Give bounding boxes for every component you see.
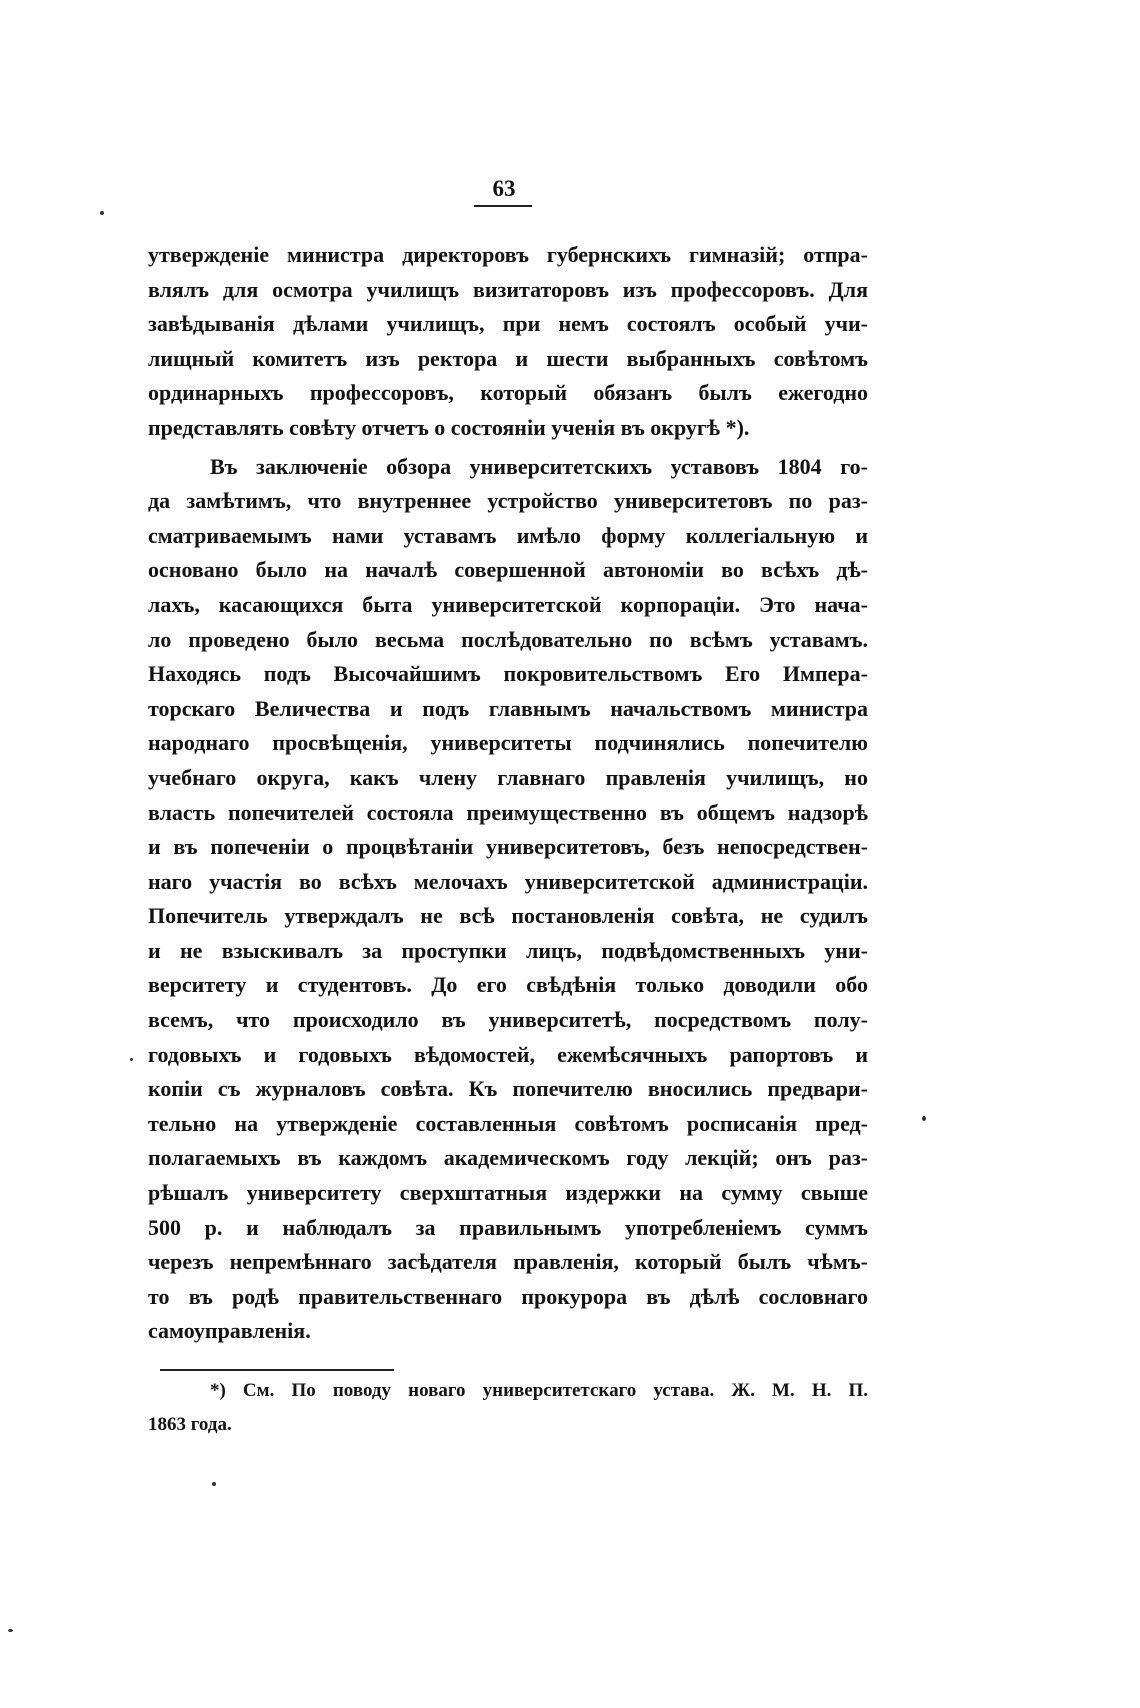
text-line: наго участія во всѣхъ мелочахъ университетской администраціи. [148, 868, 868, 894]
text-line: учебнаго округа, какъ члену главнаго правленія училищъ, но [148, 764, 868, 790]
text-line: черезъ непремѣннаго засѣдателя правленія, который былъ чѣмъ- [148, 1249, 868, 1275]
text-line: завѣдыванія дѣлами училищъ, при немъ состоялъ особый учи- [148, 311, 868, 337]
text-line: лахъ, касающихся быта университетской корпораціи. Это нача- [148, 591, 868, 617]
text-line: основано было на началѣ совершенной автономіи во всѣхъ дѣ- [148, 557, 868, 583]
text-line: ординарныхъ профессоровъ, который обязанъ былъ ежегодно [148, 380, 868, 406]
footnote-divider [160, 1369, 394, 1371]
text-line: тельно на утвержденіе составленныя совѣтомъ росписанія пред- [148, 1110, 868, 1136]
paragraph-1 [148, 238, 868, 446]
text-line: Находясь подъ Высочайшимъ покровительствомъ Его Импера- [148, 661, 868, 687]
footnote [148, 1374, 868, 1442]
text-line: да замѣтимъ, что внутреннее устройство университетовъ по раз- [148, 488, 868, 514]
text-line: полагаемыхъ въ каждомъ академическомъ году лекцій; онъ раз- [148, 1145, 868, 1171]
text-line: сматриваемымъ нами уставамъ имѣло форму коллегіальную и [148, 522, 868, 548]
text-line: народнаго просвѣщенія, университеты подчинялись попечителю [148, 730, 868, 756]
scan-speck [8, 1629, 13, 1632]
footnote-line: *) См. По поводу новаго университетскаго устава. Ж. М. Н. П. [210, 1380, 868, 1401]
text-line: годовыхъ и годовыхъ вѣдомостей, ежемѣсячныхъ рапортовъ и [148, 1041, 868, 1067]
text-line: и въ попеченіи о процвѣтаніи университетовъ, безъ непосредствен- [148, 834, 868, 860]
text-line: влялъ для осмотра училищъ визитаторовъ изъ профессоровъ. Для [148, 276, 868, 302]
text-line: то въ родѣ правительственнаго прокурора въ дѣлѣ сословнаго [148, 1283, 868, 1309]
text-line: всемъ, что происходило въ университетѣ, посредствомъ полу- [148, 1007, 868, 1033]
paragraph-2 [148, 450, 868, 1349]
text-line: утвержденіе министра директоровъ губернскихъ гимназій; отпра- [148, 242, 868, 267]
scan-speck [100, 211, 104, 215]
text-line: и не взыскивалъ за проступки лицъ, подвѣдомственныхъ уни- [148, 937, 868, 963]
text-line: самоуправленія. [148, 1318, 311, 1344]
page-number-rule [474, 205, 532, 207]
text-line: ло проведено было весьма послѣдовательно по всѣмъ уставамъ. [148, 626, 868, 652]
text-line: Попечитель утверждалъ не всѣ постановленія совѣта, не судилъ [148, 903, 868, 929]
text-line: лищный комитетъ изъ ректора и шести выбранныхъ совѣтомъ [148, 345, 868, 371]
scan-speck [130, 1058, 133, 1061]
text-line: 500 р. и наблюдалъ за правильнымъ употребленіемъ суммъ [148, 1214, 868, 1240]
page-number: 63 [492, 176, 516, 201]
scan-speck [922, 1116, 926, 1121]
body-text [148, 238, 868, 1349]
text-line: рѣшалъ университету сверхштатныя издержки на сумму свыше [148, 1180, 868, 1206]
text-line: торскаго Величества и подъ главнымъ начальствомъ министра [148, 695, 868, 721]
scan-speck [212, 1482, 216, 1486]
text-line: представлять совѣту отчетъ о состояніи ученія въ округѣ *). [148, 414, 750, 440]
text-line: верситету и студентовъ. До его свѣдѣнія только доводили обо [148, 972, 868, 998]
text-line: копіи съ журналовъ совѣта. Къ попечителю вносились предвари- [148, 1076, 868, 1102]
text-line: Въ заключеніе обзора университетскихъ уставовъ 1804 го- [210, 453, 868, 479]
text-line: власть попечителей состояла преимущественно въ общемъ надзорѣ [148, 799, 868, 825]
footnote-line: 1863 года. [148, 1414, 232, 1435]
